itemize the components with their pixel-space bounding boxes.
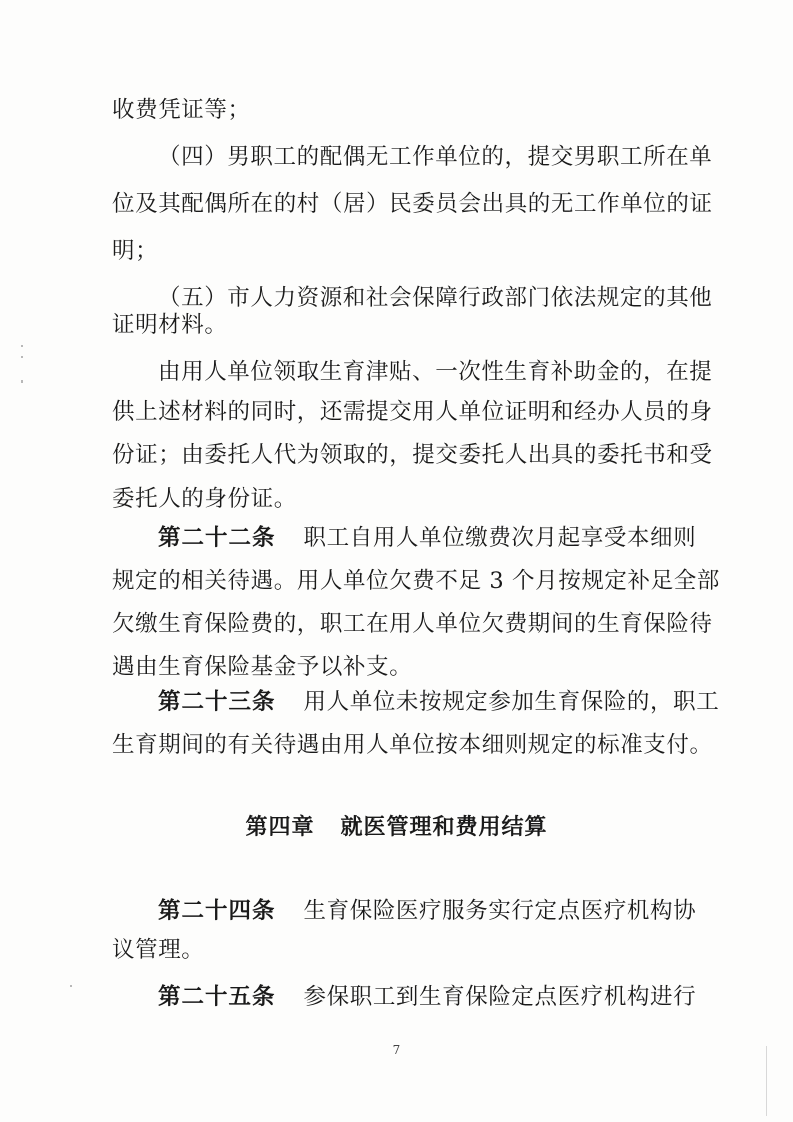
paragraph-line: 由用人单位领取生育津贴、一次性生育补助金的，在提 [158, 359, 713, 385]
article-25-label: 第二十五条 [158, 984, 276, 1010]
article-25-first-line [158, 982, 697, 1012]
scan-speck [21, 356, 23, 358]
article-22-line: 遇由生育保险基金予以补支。 [112, 654, 413, 680]
article-23-first-line [158, 687, 720, 717]
scan-edge-line [766, 1046, 767, 1116]
article-23-label: 第二十三条 [158, 689, 276, 715]
article-22-text: 职工自用人单位缴费次月起享受本细则 [303, 525, 697, 551]
chapter-number: 第四章 [245, 815, 315, 840]
chapter-title: 就医管理和费用结算 [340, 815, 548, 840]
paragraph-line: 供上述材料的同时，还需提交用人单位证明和经办人员的身 [112, 399, 713, 425]
paragraph-line: 证明材料。 [112, 312, 228, 338]
paragraph-line: 明； [112, 238, 159, 264]
paragraph-line: 位及其配偶所在的村（居）民委员会出具的无工作单位的证 [112, 191, 713, 217]
article-22-label: 第二十二条 [158, 525, 276, 551]
chapter-heading [0, 813, 793, 843]
paragraph-line: 收费凭证等； [112, 97, 251, 123]
paragraph-line: 委托人的身份证。 [112, 486, 297, 512]
article-22-line: 欠缴生育保险费的，职工在用人单位欠费期间的生育保险待 [112, 611, 713, 637]
article-25-text: 参保职工到生育保险定点医疗机构进行 [303, 984, 697, 1010]
scan-speck [21, 345, 23, 347]
scan-speck [70, 985, 72, 987]
scan-speck [21, 380, 23, 383]
article-24-first-line [158, 896, 697, 926]
article-22-line: 规定的相关待遇。用人单位欠费不足 3 个月按规定补足全部 [112, 568, 720, 594]
article-24-text: 生育保险医疗服务实行定点医疗机构协 [303, 898, 697, 924]
article-24-line: 议管理。 [112, 937, 205, 963]
article-23-line: 生育期间的有关待遇由用人单位按本细则规定的标准支付。 [112, 732, 713, 758]
item-four-line: （四）男职工的配偶无工作单位的，提交男职工所在单 [158, 144, 713, 170]
page-number: 7 [392, 1043, 401, 1057]
paragraph-line: 份证；由委托人代为领取的，提交委托人出具的委托书和受 [112, 442, 713, 468]
item-five-line: （五）市人力资源和社会保障行政部门依法规定的其他 [158, 285, 713, 311]
article-23-text: 用人单位未按规定参加生育保险的，职工 [303, 689, 720, 715]
article-24-label: 第二十四条 [158, 898, 276, 924]
article-22-first-line [158, 523, 697, 553]
